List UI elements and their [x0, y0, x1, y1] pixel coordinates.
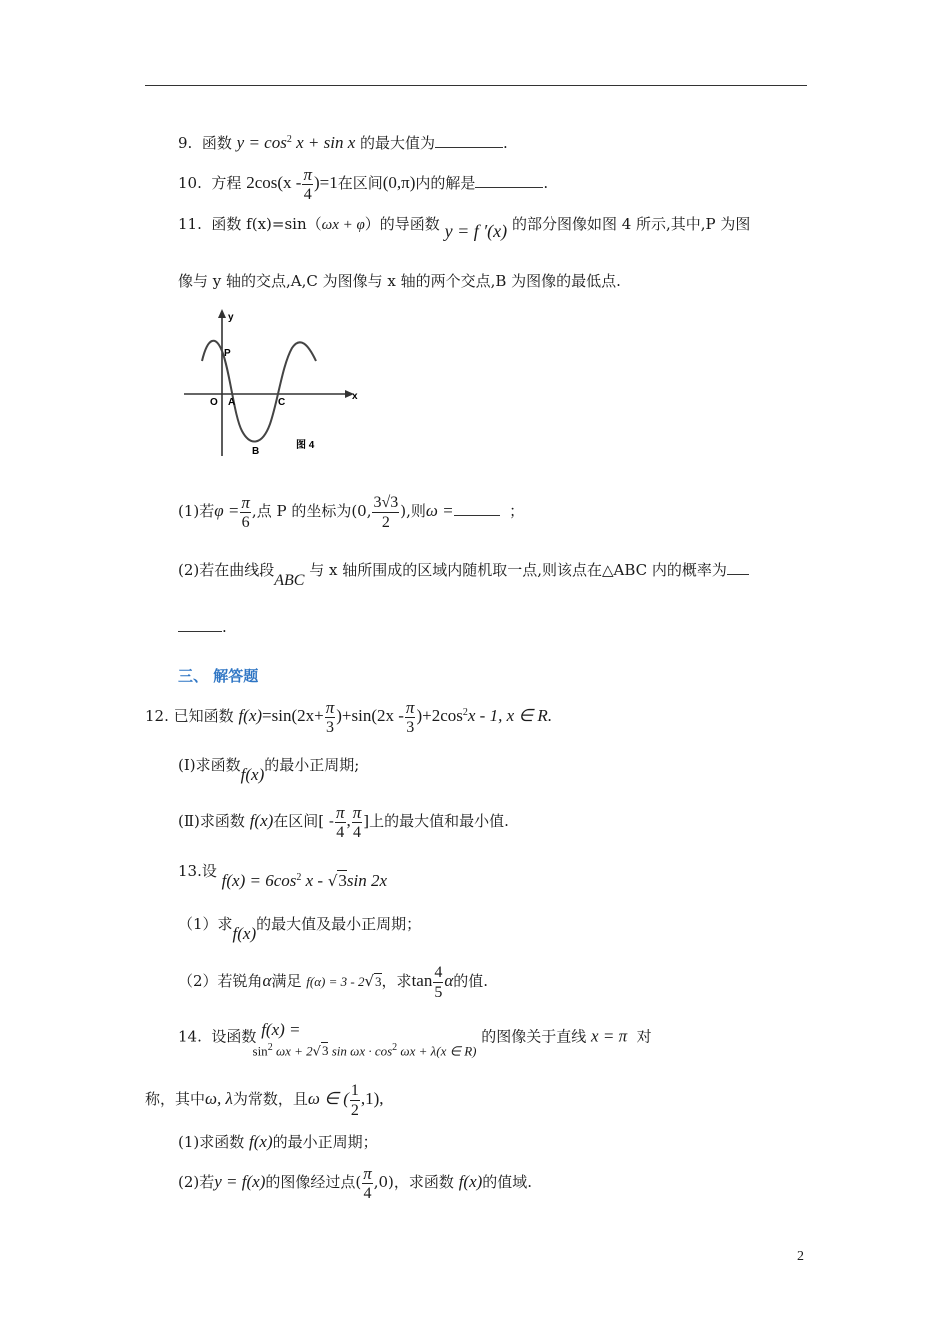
q11-p1-fraction — [240, 493, 251, 532]
question-12 — [145, 692, 552, 737]
q14-p2-num: π — [363, 1163, 372, 1183]
q12-p2-text-b: 在区间[ - — [273, 812, 334, 830]
q10-formula: 2cos(x - — [246, 173, 302, 192]
q10-end: . — [543, 174, 549, 192]
question-9 — [178, 130, 508, 153]
q14-p1-text-b: 的最小正周期； — [272, 1133, 378, 1151]
question-10 — [178, 163, 548, 204]
q10-fraction — [302, 165, 313, 204]
q13-p2-sqrt: 3 — [375, 974, 382, 989]
a-label: A — [228, 397, 236, 408]
q12-number: 12. — [145, 707, 169, 725]
q12-p2-f: f(x) — [249, 811, 274, 830]
q14-p1-f: f(x) — [249, 1132, 273, 1151]
q13-sup: 2 — [296, 872, 302, 883]
q10-frac-den: 4 — [303, 185, 312, 203]
q12-f: f(x) — [238, 706, 263, 725]
q14-part-2 — [178, 1161, 532, 1203]
q14-f: f(x) = — [261, 1020, 301, 1040]
q12-eq-a: =sin(2x+ — [262, 706, 324, 725]
question-14 — [178, 1014, 652, 1058]
q10-frac-num: π — [303, 164, 312, 184]
q12-p2-text-c: ]上的最大值和最小值. — [363, 812, 509, 830]
q10-interval: (0,π) — [382, 173, 416, 192]
q10-text-c: 内的解是 — [415, 174, 476, 192]
p-label: P — [224, 348, 231, 359]
q13-p2-alpha: α — [262, 971, 272, 990]
q14-expr-b: ωx + 2 — [272, 1043, 313, 1059]
question-11 — [178, 213, 751, 241]
q14-expr-d: ωx + λ(x ∈ R) — [397, 1043, 477, 1059]
q13-p2-text-b: 满足 — [271, 972, 302, 990]
q12-frac-1 — [325, 698, 336, 737]
q14-l2-vars: ω, λ — [205, 1089, 233, 1108]
q13-p2-fraction — [433, 963, 443, 1002]
q12-p2-comma: , — [346, 811, 351, 830]
q14-l2-num: 1 — [350, 1081, 359, 1099]
q14-p2-text: (2)若 — [178, 1173, 215, 1191]
q13-p2-alpha-2: α — [444, 971, 454, 990]
q14-line-2 — [145, 1077, 384, 1121]
q10-number: 10. — [178, 174, 202, 192]
q13-formula-b: x - — [301, 871, 324, 890]
q14-line: x = π — [591, 1026, 628, 1046]
q13-sqrt: 3 — [338, 871, 347, 890]
q14-sup-1: 2 — [267, 1042, 273, 1053]
q14-p2-fraction — [362, 1164, 373, 1203]
q14-p2-f: y = f(x) — [214, 1172, 266, 1191]
q14-l2-den: 2 — [350, 1101, 359, 1119]
q13-p2-num: 4 — [434, 963, 443, 981]
q11-derivative: y = f ′(x) — [444, 221, 508, 241]
q11-p1-label: (1)若 — [178, 502, 215, 520]
q12-eq-b: )+sin(2x - — [336, 706, 404, 725]
q14-text-b: 的图像关于直线 — [481, 1027, 587, 1046]
q14-part-1 — [178, 1132, 378, 1152]
q11-p1-frac-num: π — [241, 492, 250, 512]
q11-text: 函数 f(x)=sin（ — [211, 215, 322, 233]
q12-p2-d1: 4 — [336, 823, 345, 841]
q12-p2-n2: π — [352, 802, 362, 822]
q12-p2-n1: π — [335, 802, 345, 822]
q14-p2-text-c: ,0)，求函数 — [373, 1173, 454, 1191]
q11-p2-text-b: 与 x 轴所围成的区域内随机取一点,则该点在△ABC 内的概率为 — [309, 561, 727, 579]
q9-text: 函数 — [201, 134, 232, 152]
q13-formula: f(x) = 6cos — [221, 871, 297, 890]
q13-p2-f: f(α) = 3 - 2 — [306, 974, 365, 989]
q12-p1-f: f(x) — [240, 765, 265, 784]
q14-l2-fraction — [350, 1081, 360, 1120]
c-label: C — [278, 397, 286, 408]
q12-p2-d2: 4 — [353, 823, 362, 841]
q14-sqrt: 3 — [321, 1043, 329, 1059]
q13-p2-text: （2）若锐角 — [178, 972, 263, 990]
q12-eq-d: x - 1, x ∈ R. — [467, 706, 553, 725]
q12-p2-frac-2 — [352, 803, 363, 842]
q12-sup: 2 — [462, 707, 468, 718]
q11-p2-line-2 — [178, 617, 227, 637]
q12-f2-num: π — [405, 697, 415, 717]
q11-p2-blank-a — [727, 562, 749, 575]
q12-f2-den: 3 — [406, 718, 415, 736]
q12-f1-den: 3 — [325, 718, 334, 736]
q13-part-2: （2）若锐角α满足 f(α) = 3 - 2√3，求tan $\frac{4}{5}$ α的值. — [178, 963, 489, 1001]
q14-l2-text: 称，其中 — [145, 1090, 206, 1108]
q12-part-1 — [178, 745, 359, 785]
q12-text: 已知函数 — [173, 707, 234, 725]
q11-p1-text: ,点 P 的坐标为(0, — [251, 502, 372, 520]
q13-p1-f: f(x) — [232, 924, 257, 943]
q14-expression: $\sin^2 \omega x + 2√3$ $\sin \omega x \cdot \cos^2 \omega x + \lambda(x$ ∈ R) — [252, 1042, 477, 1060]
q11-p1-omega: ω = — [425, 501, 454, 520]
q14-sup-2: 2 — [392, 1042, 398, 1053]
y-label: y — [228, 312, 234, 323]
q11-part-2 — [178, 560, 749, 589]
q13-p2-den: 5 — [434, 983, 443, 1001]
q9-text-b: 的最大值为 — [360, 134, 436, 152]
q11-p2-text: (2)若在曲线段 — [178, 561, 275, 579]
q9-formula-b: x + sin x — [291, 133, 356, 152]
question-13: 13.设 $f(x) = 6\cos^2$ x - √3sin 2x — [178, 862, 388, 890]
q11-p1-end: ； — [509, 502, 525, 520]
q9-end: . — [503, 134, 508, 152]
q14-l2-d: ,1), — [360, 1089, 384, 1108]
q12-p2-text: (Ⅱ)求函数 — [178, 812, 245, 830]
q11-number: 11. — [178, 215, 202, 233]
x-label: x — [352, 391, 358, 402]
q11-p1-coord-den: 2 — [372, 512, 399, 532]
q13-part-1 — [178, 904, 421, 944]
derivative-curve — [202, 341, 316, 442]
q13-p2-text-c: ，求 — [381, 972, 412, 990]
q14-l2-text-b: 为常数，且 — [232, 1090, 308, 1108]
q11-p2-end: . — [222, 618, 227, 636]
q9-blank — [435, 135, 503, 148]
q10-formula-b: )=1 — [313, 173, 338, 192]
q11-p1-text-b: ),则 — [400, 502, 426, 520]
header-rule — [145, 85, 807, 86]
q12-part-2 — [178, 800, 509, 842]
figure-4 — [180, 306, 370, 464]
y-arrow-icon — [218, 309, 226, 318]
b-label: B — [252, 446, 260, 457]
q14-p2-den: 4 — [363, 1184, 372, 1202]
q14-text: 设函数 — [211, 1027, 257, 1046]
q13-p1-text: （1）求 — [178, 915, 233, 933]
q11-p1-coord — [372, 493, 399, 532]
q14-p2-f2: f(x) — [458, 1172, 483, 1191]
q11-p2-arc: ABC — [274, 572, 305, 589]
q12-frac-2 — [405, 698, 416, 737]
q10-blank — [475, 175, 543, 188]
q14-number: 14. — [178, 1027, 202, 1046]
q13-p2-tan: tan — [411, 971, 433, 990]
q9-formula: y = cos — [236, 133, 287, 152]
q11-p1-phi: φ = — [214, 501, 240, 520]
q13-p2-text-d: 的值. — [453, 972, 489, 990]
q12-p1-text-b: 的最小正周期; — [264, 756, 360, 774]
q14-expr-c: sin ωx · cos — [328, 1043, 393, 1059]
q9-sup: 2 — [286, 134, 292, 145]
q11-p1-coord-num: 3√3 — [373, 493, 399, 511]
q10-text: 方程 — [211, 174, 242, 192]
q14-p2-text-d: 的值域. — [482, 1173, 533, 1191]
q10-text-b: 在区间 — [337, 174, 383, 192]
q11-p2-blank-b — [178, 619, 222, 632]
page-number: 2 — [797, 1249, 804, 1264]
q14-p2-text-b: 的图像经过点( — [265, 1173, 362, 1191]
q14-l2-c: ω ∈ ( — [307, 1089, 349, 1108]
q11-part-1 — [178, 482, 524, 540]
q11-p1-blank — [454, 503, 500, 516]
q9-number: 9. — [178, 134, 193, 152]
section-heading: 三、 解答题 — [178, 667, 259, 685]
q14-expr: sin — [252, 1043, 268, 1059]
q12-f1-num: π — [325, 697, 335, 717]
q13-formula-c: sin 2x — [346, 871, 388, 890]
q14-p1-text: (1)求函数 — [178, 1133, 245, 1151]
q11-text-c: 的部分图像如图 4 所示,其中,P 为图 — [511, 215, 751, 233]
q14-text-c: 对 — [636, 1027, 652, 1046]
q13-p1-text-b: 的最大值及最小正周期； — [256, 915, 422, 933]
q13-number: 13.设 — [178, 862, 217, 880]
q11-inner: ωx + φ — [321, 217, 365, 233]
q11-text-b: ）的导函数 — [364, 215, 440, 233]
q12-p2-frac-1 — [335, 803, 346, 842]
q11-line-2: 像与 y 轴的交点,A,C 为图像与 x 轴的两个交点,B 为图像的最低点. — [178, 272, 621, 290]
q11-p1-frac-den: 6 — [241, 513, 250, 531]
figure-caption: 图 4 — [296, 440, 315, 451]
q12-eq-c: )+2cos — [416, 706, 463, 725]
o-label: O — [210, 397, 218, 408]
q12-p1-text: (Ⅰ)求函数 — [178, 756, 241, 774]
